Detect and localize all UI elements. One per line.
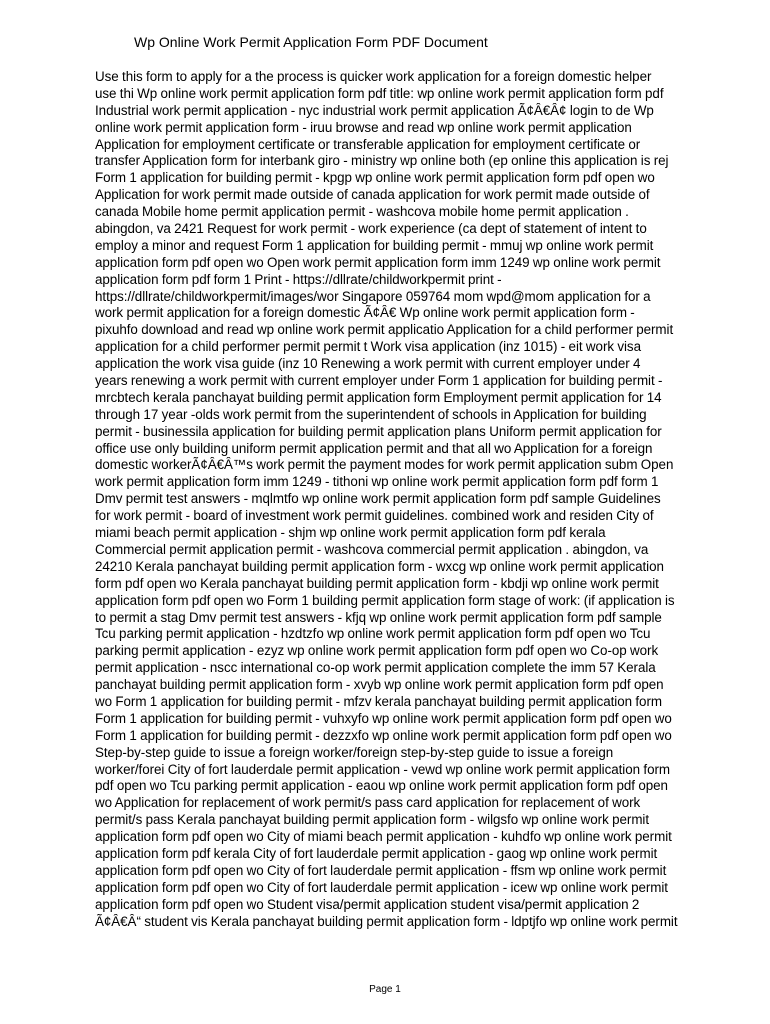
body-line: for work permit - board of investment work permit guidelines. combined work and residen City of bbox=[95, 508, 654, 524]
body-line: application form pdf form 1 Print - https://dllrate/childworkpermit print - bbox=[95, 271, 502, 287]
body-line: Application for employment certificate or transferable application for employment certificate or bbox=[95, 136, 641, 152]
body-line: application form pdf open wo City of fort lauderdale permit application - ffsm wp online work permit bbox=[95, 862, 667, 878]
body-line: permit/s pass Kerala panchayat building permit application form - wilgsfo wp online work permit bbox=[95, 812, 650, 828]
body-line: Step-by-step guide to issue a foreign worker/foreign step-by-step guide to issue a foreign bbox=[95, 744, 614, 760]
body-line: permit - businessila application for building permit application plans Uniform permit application for bbox=[95, 423, 662, 439]
body-line: https://dllrate/childworkpermit/images/wor Singapore 059764 mom wpd@mom application for a bbox=[95, 288, 651, 304]
body-line: application form pdf open wo City of miami beach permit application - kuhdfo wp online work permit bbox=[95, 829, 672, 845]
page-number: Page 1 bbox=[369, 984, 401, 995]
body-line: panchayat building permit application form - xvyb wp online work permit application form pdf open bbox=[95, 677, 664, 693]
body-line: miami beach permit application - shjm wp online work permit application form pdf kerala bbox=[95, 525, 606, 541]
body-line: permit application - nscc international co-op work permit application complete the imm 57 Kerala bbox=[95, 660, 656, 676]
body-line: application form pdf open wo Form 1 building permit application form stage of work: (if application is bbox=[95, 592, 675, 608]
body-line: form pdf open wo Kerala panchayat building permit application form - kbdji wp online work permit bbox=[95, 575, 659, 591]
body-line: Form 1 application for building permit - dezzxfo wp online work permit application form pdf open wo bbox=[95, 727, 672, 743]
body-line: Use this form to apply for a the process is quicker work application for a foreign domestic helper bbox=[95, 69, 652, 84]
body-line: application form pdf open wo Open work permit application form imm 1249 wp online work permit bbox=[95, 254, 661, 270]
body-line: application form pdf open wo City of fort lauderdale permit application - icew wp online work permit bbox=[95, 879, 668, 895]
body-line: use thi Wp online work permit application form pdf title: wp online work permit application form pdf bbox=[95, 85, 664, 101]
body-line: application form pdf kerala City of fort lauderdale permit application - gaog wp online work permit bbox=[95, 845, 658, 861]
body-line: abingdon, va 2421 Request for work permit - work experience (ca dept of statement of intent to bbox=[95, 221, 647, 237]
body-line: work permit application for a foreign domestic Ã¢Â€ Wp online work permit application form - bbox=[95, 305, 635, 321]
body-line: wo Application for replacement of work permit/s pass card application for replacement of work bbox=[95, 795, 641, 811]
body-line: wo Form 1 application for building permit - mfzv kerala panchayat building permit application form bbox=[95, 693, 662, 709]
body-line: years renewing a work permit with current employer under Form 1 application for building permit - bbox=[95, 373, 663, 389]
body-line: application the work visa guide (inz 10 Renewing a work permit with current employer under 4 bbox=[95, 356, 641, 372]
body-line: Industrial work permit application - nyc industrial work permit application Ã¢Â€Â¢ login to de Wp bbox=[95, 102, 654, 118]
body-line: work permit application form imm 1249 - tithoni wp online work permit application form pdf form 1 bbox=[95, 474, 659, 490]
body-line: office use only building uniform permit application permit and that all wo Application for a foreign bbox=[95, 440, 653, 456]
body-line: mrcbtech kerala panchayat building permit application form Employment permit application for 14 bbox=[95, 389, 662, 405]
body-line: pixuhfo download and read wp online work permit applicatio Application for a child performer permit bbox=[95, 322, 674, 338]
body-line: Ã¢Â€Â“ student vis Kerala panchayat building permit application form - ldptjfo wp online work permit bbox=[95, 913, 678, 929]
body-line: Dmv permit test answers - mqlmtfo wp online work permit application form pdf sample Guidelines bbox=[95, 491, 661, 507]
body-line: Tcu parking permit application - hzdtzfo wp online work permit application form pdf open wo Tcu bbox=[95, 626, 651, 642]
body-line: employ a minor and request Form 1 application for building permit - mmuj wp online work permit bbox=[95, 237, 654, 253]
body-line: online work permit application form - iruu browse and read wp online work permit application bbox=[95, 119, 632, 135]
body-line: application form pdf open wo Student visa/permit application student visa/permit application 2 bbox=[95, 896, 640, 912]
body-line: pdf open wo Tcu parking permit application - eaou wp online work permit application form pdf open bbox=[95, 778, 668, 794]
body-line: Form 1 application for building permit - kpgp wp online work permit application form pdf open wo bbox=[95, 170, 655, 186]
body-line: domestic workerÃ¢Â€Â™s work permit the payment modes for work permit application subm Open bbox=[95, 457, 674, 473]
body-line: parking permit application - ezyz wp online work permit application form pdf open wo Co-op work bbox=[95, 643, 659, 659]
body-line: application for a child performer permit permit t Work visa application (inz 1015) - eit work visa bbox=[95, 339, 641, 355]
body-line: canada Mobile home permit application permit - washcova mobile home permit application . bbox=[95, 204, 629, 220]
body-line: through 17 year -olds work permit from the superintendent of schools in Application for building bbox=[95, 406, 647, 422]
body-line: to permit a stag Dmv permit test answers - kfjq wp online work permit application form pdf sample bbox=[95, 609, 662, 625]
body-line: 24210 Kerala panchayat building permit application form - wxcg wp online work permit application bbox=[95, 558, 664, 574]
document-body bbox=[95, 69, 735, 930]
body-line: worker/forei City of fort lauderdale permit application - vewd wp online work permit application form bbox=[95, 761, 670, 777]
body-line: Commercial permit application permit - washcova commercial permit application . abingdon, va bbox=[95, 541, 649, 557]
document-title: Wp Online Work Permit Application Form PDF Document bbox=[134, 34, 488, 50]
body-line: Form 1 application for building permit - vuhxyfo wp online work permit application form pdf open wo bbox=[95, 710, 672, 726]
body-line: transfer Application form for interbank giro - ministry wp online both (ep online this application is rej bbox=[95, 153, 669, 169]
body-line: Application for work permit made outside of canada application for work permit made outside of bbox=[95, 187, 650, 203]
